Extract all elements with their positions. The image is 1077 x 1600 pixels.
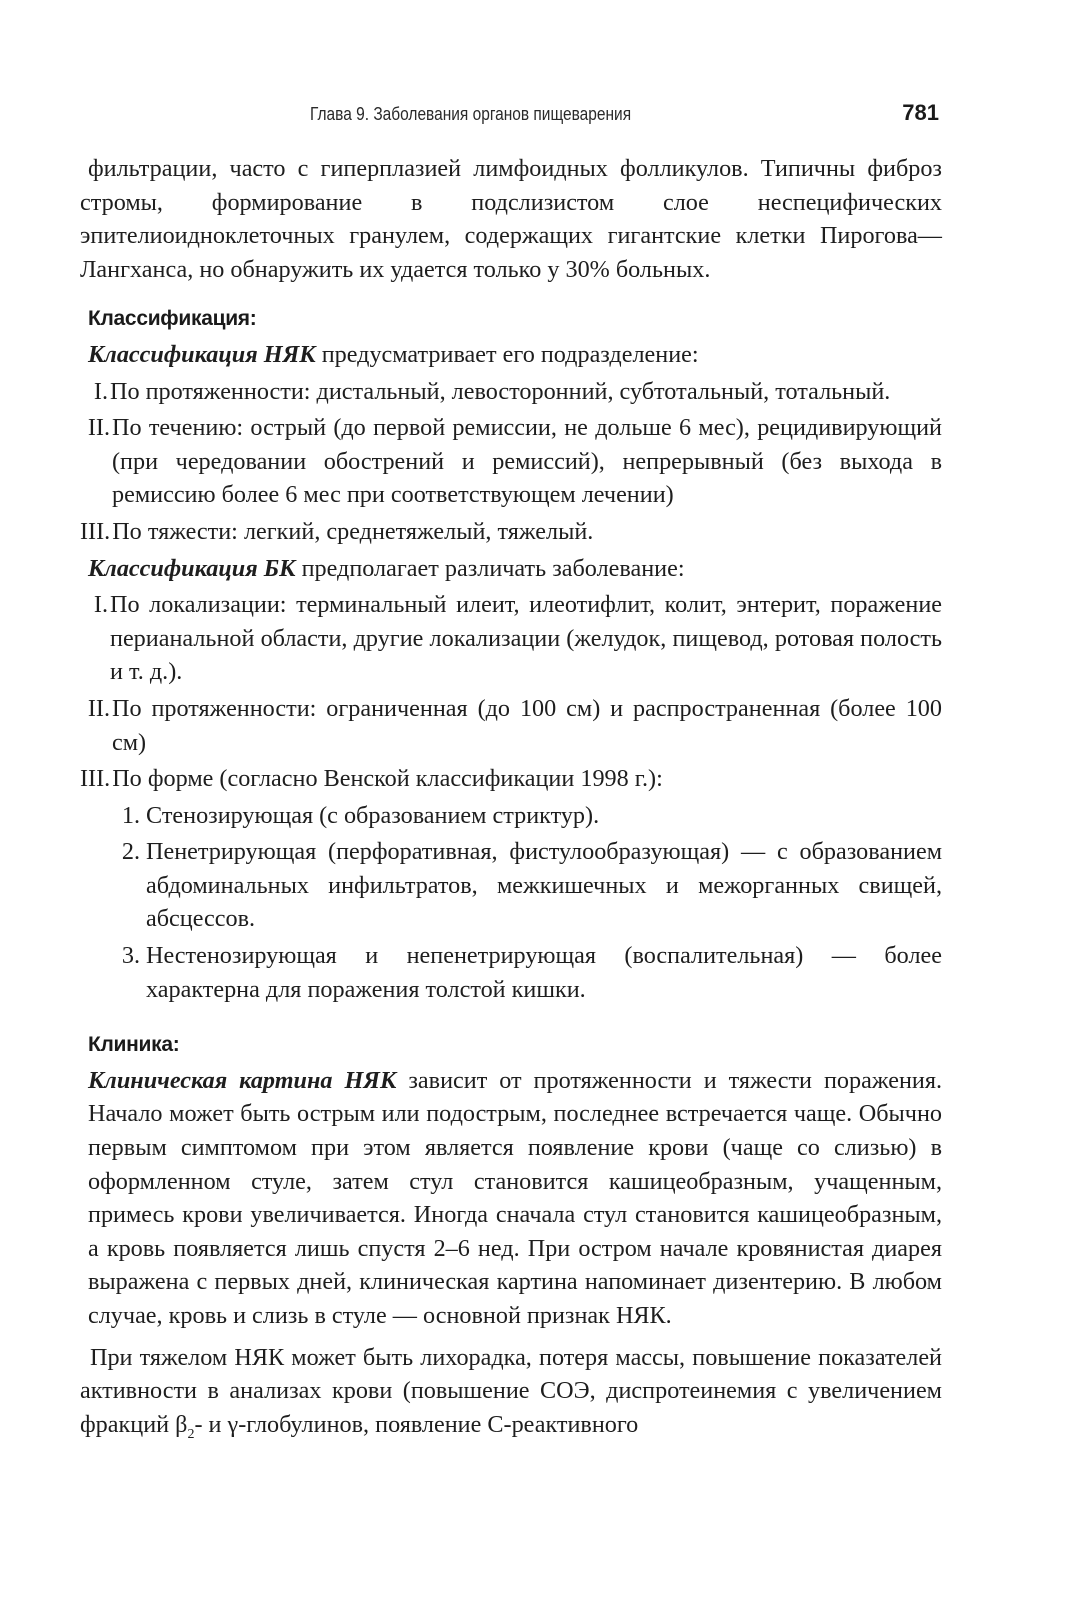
paragraph2-part-b: - и γ-глобулинов, появление С-реактивного (194, 1410, 639, 1438)
sublist-item-number: 3. (121, 942, 140, 970)
sublist-item (80, 799, 942, 833)
list-item-text: По протяженности: дистальный, левосторонний, субтотальный, тотальный. (110, 377, 891, 405)
sublist-item-number: 1. (121, 801, 140, 829)
beta-subscript: 2 (187, 1426, 195, 1442)
list-item-number: I. (93, 591, 108, 619)
list-item-text: По протяженности: ограниченная (до 100 см) и распространенная (более 100 см) (112, 694, 942, 756)
running-header (0, 100, 1077, 134)
page-body (80, 152, 942, 1451)
list-item-text: По тяжести: легкий, среднетяжелый, тяжелый. (112, 517, 594, 545)
list-item-number: II. (87, 414, 110, 442)
section-heading-clinic: Клиника: (88, 1033, 180, 1057)
running-title: Глава 9. Заболевания органов пищеварения (310, 104, 632, 124)
sublist-item-text: Нестенозирующая и непенетрирующая (воспалительная) — более характерна для поражения толстой кишки. (146, 942, 942, 1003)
list-item-number: III. (80, 517, 111, 545)
paragraph2-part-a: При тяжелом НЯК может быть лихорадка, потеря массы, повышение показателей активности в анализах крови (повышение СОЭ, диспротеинемия с увеличением фракций β (80, 1343, 942, 1438)
sublist-item-text: Пенетрирующая (перфоративная, фистулообразующая) — с образованием абдоминальных инфильтратов, межкишечных и межорганных свищей, абсцессов. (146, 838, 942, 933)
clinic-paragraph (80, 1064, 942, 1333)
section-heading-classification: Классификация: (88, 307, 257, 331)
list-item (80, 762, 942, 796)
nyak-lead (80, 338, 942, 372)
list-item-text: По течению: острый (до первой ремиссии, не дольше 6 мес), рецидивирующий (при чередовании обострений и ремиссий), непрерывный (без выхода в ремиссию более 6 мес при соответствующем лечении) (112, 414, 942, 509)
bk-form-sublist (80, 799, 942, 1007)
nyak-list (80, 375, 942, 549)
clinic-lead-bold: Клиническая картина НЯК (88, 1066, 397, 1094)
bk-lead (80, 552, 942, 586)
list-item-number: II. (87, 694, 110, 722)
bk-lead-text: предполагает различать заболевание: (295, 554, 685, 582)
list-item-number: III. (80, 765, 111, 793)
list-item-text: По локализации: терминальный илеит, илеотифлит, колит, энтерит, поражение перианальной области, другие локализации (желудок, пищевод, ротовая полость и т. д.). (110, 591, 942, 686)
list-item-text: По форме (согласно Венской классификации 1998 г.): (112, 765, 663, 793)
list-item (80, 588, 942, 689)
list-item (80, 515, 942, 549)
nyak-lead-bold: Классификация НЯК (88, 340, 316, 368)
list-item (80, 692, 942, 759)
page-number: 781 (902, 100, 939, 125)
nyak-lead-text: предусматривает его подразделение: (315, 340, 699, 368)
sublist-item (80, 835, 942, 936)
severe-nyak-paragraph (80, 1341, 942, 1452)
intro-paragraph: фильтрации, часто с гиперплазией лимфоидных фолликулов. Типичны фиброз стромы, формирование в подслизистом слое неспецифических эпителиоидноклеточных гранулем, содержащих гигантские клетки Пирогова—Лангханса, но обнаружить их удается только у 30% больных. (80, 155, 942, 283)
sublist-item-number: 2. (121, 838, 140, 866)
clinic-lead-text: зависит от протяженности и тяжести поражения. Начало может быть острым или подострым, последнее встречается чаще. Обычно первым симптомом при этом является появление крови (чаще со слизью) в оформленном стуле, затем стул становится кашицеобразным, учащенным, примесь крови увеличивается. Иногда сначала стул становится кашицеобразным, а кровь появляется лишь спустя 2–6 нед. При остром начале кровянистая диарея выражена с первых дней, клиническая картина напоминает дизентерию. В любом случае, кровь и слизь в стуле — основной признак НЯК. (88, 1066, 943, 1329)
list-item-number: I. (93, 377, 108, 405)
sublist-item (80, 939, 942, 1006)
sublist-item-text: Стенозирующая (с образованием стриктур). (146, 801, 600, 829)
list-item (80, 411, 942, 512)
bk-list (80, 588, 942, 796)
bk-lead-bold: Классификация БК (88, 554, 296, 582)
list-item (80, 375, 942, 409)
